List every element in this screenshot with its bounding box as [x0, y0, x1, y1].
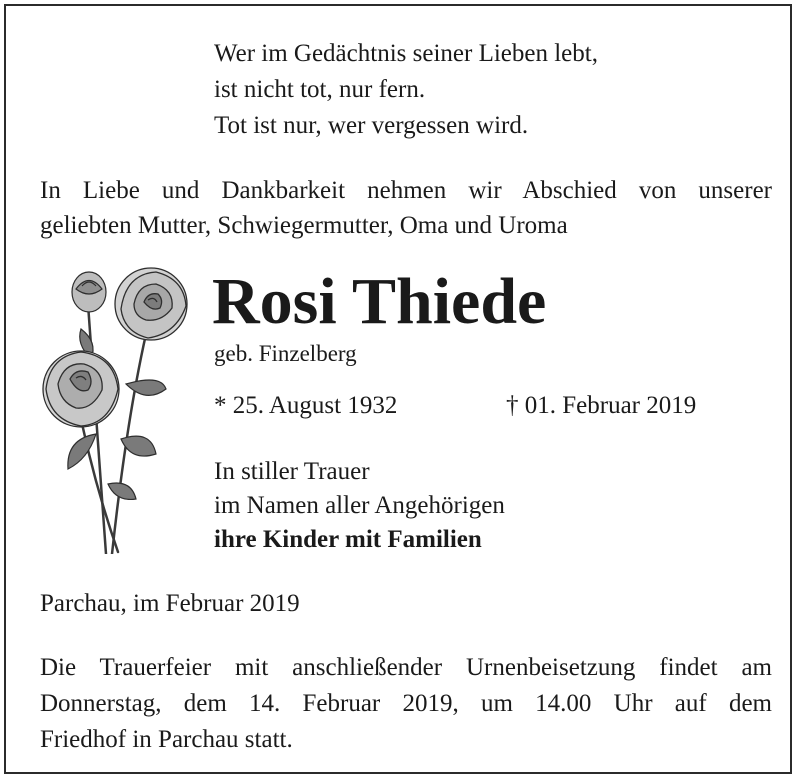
- poem-line-3: Tot ist nur, wer vergessen wird.: [214, 112, 529, 139]
- mourners: [214, 455, 505, 557]
- intro-line-1: In Liebe und Dankbarkeit nehmen wir Abschied von unserer: [40, 177, 772, 204]
- place-date: Parchau, im Februar 2019: [40, 590, 300, 617]
- intro-line-2: geliebten Mutter, Schwiegermutter, Oma und Uroma: [40, 212, 568, 239]
- mourners-line-1: In stiller Trauer: [214, 458, 370, 485]
- birth-date: * 25. August 1932: [214, 392, 398, 419]
- service-line-1: Die Trauerfeier mit anschließender Urnenbeisetzung findet am: [40, 654, 772, 681]
- roses-icon: [36, 264, 196, 554]
- service-line-2: Donnerstag, dem 14. Februar 2019, um 14.00 Uhr auf dem: [40, 690, 772, 717]
- deceased-name: Rosi Thiede: [212, 265, 547, 338]
- maiden-name: geb. Finzelberg: [214, 341, 357, 366]
- mourners-line-3: ihre Kinder mit Familien: [214, 526, 482, 553]
- mourners-line-2: im Namen aller Angehörigen: [214, 492, 505, 519]
- poem: [214, 36, 598, 144]
- poem-line-1: Wer im Gedächtnis seiner Lieben lebt,: [214, 40, 598, 67]
- service-line-3: Friedhof in Parchau statt.: [40, 726, 293, 753]
- obituary-frame: [4, 4, 792, 774]
- intro-text: [40, 173, 772, 243]
- death-date: † 01. Februar 2019: [506, 392, 697, 419]
- poem-line-2: ist nicht tot, nur fern.: [214, 76, 426, 103]
- funeral-service-text: [40, 650, 772, 758]
